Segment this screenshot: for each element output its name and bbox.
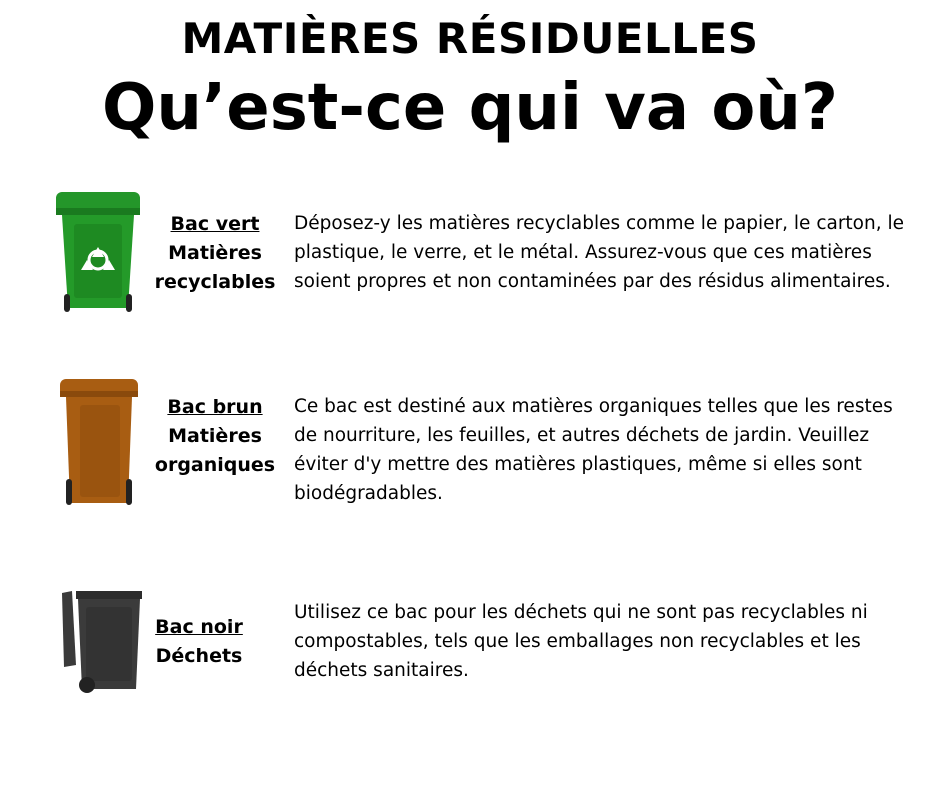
- bin-label-black: [124, 613, 274, 671]
- bin-description: Déposez-y les matières recyclables comme le papier, le carton, le plastique, le verre, et le métal. Assurez-vous que ces matières soient propres et non contaminées par des résidus alimentaires.: [294, 213, 905, 292]
- page-title: MATIÈRES RÉSIDUELLES: [181, 14, 759, 63]
- bin-subtitle: Matières: [168, 425, 262, 447]
- bin-name: Bac noir: [155, 616, 243, 638]
- bin-name: Bac brun: [167, 396, 263, 418]
- page-subtitle: Qu’est-ce qui va où?: [102, 71, 838, 145]
- bin-subtitle: recyclables: [154, 271, 276, 293]
- bin-subtitle: organiques: [154, 454, 276, 476]
- bin-subtitle: Déchets: [155, 645, 243, 667]
- bin-subtitle: Matières: [168, 242, 262, 264]
- bin-name: Bac vert: [170, 213, 260, 235]
- bin-label-green: [140, 210, 290, 297]
- green-bin-icon: [54, 190, 142, 314]
- bin-description: Utilisez ce bac pour les déchets qui ne sont pas recyclables ni compostables, tels que les emballages non recyclables et les déchets sanitaires.: [294, 602, 868, 681]
- bin-label-brown: [140, 393, 290, 480]
- bin-description: Ce bac est destiné aux matières organiques telles que les restes de nourriture, les feuilles, et autres déchets de jardin. Veuillez éviter d'y mettre des matières plastiques, même si elles sont biodégradables.: [294, 396, 893, 504]
- brown-bin-icon: [58, 375, 140, 509]
